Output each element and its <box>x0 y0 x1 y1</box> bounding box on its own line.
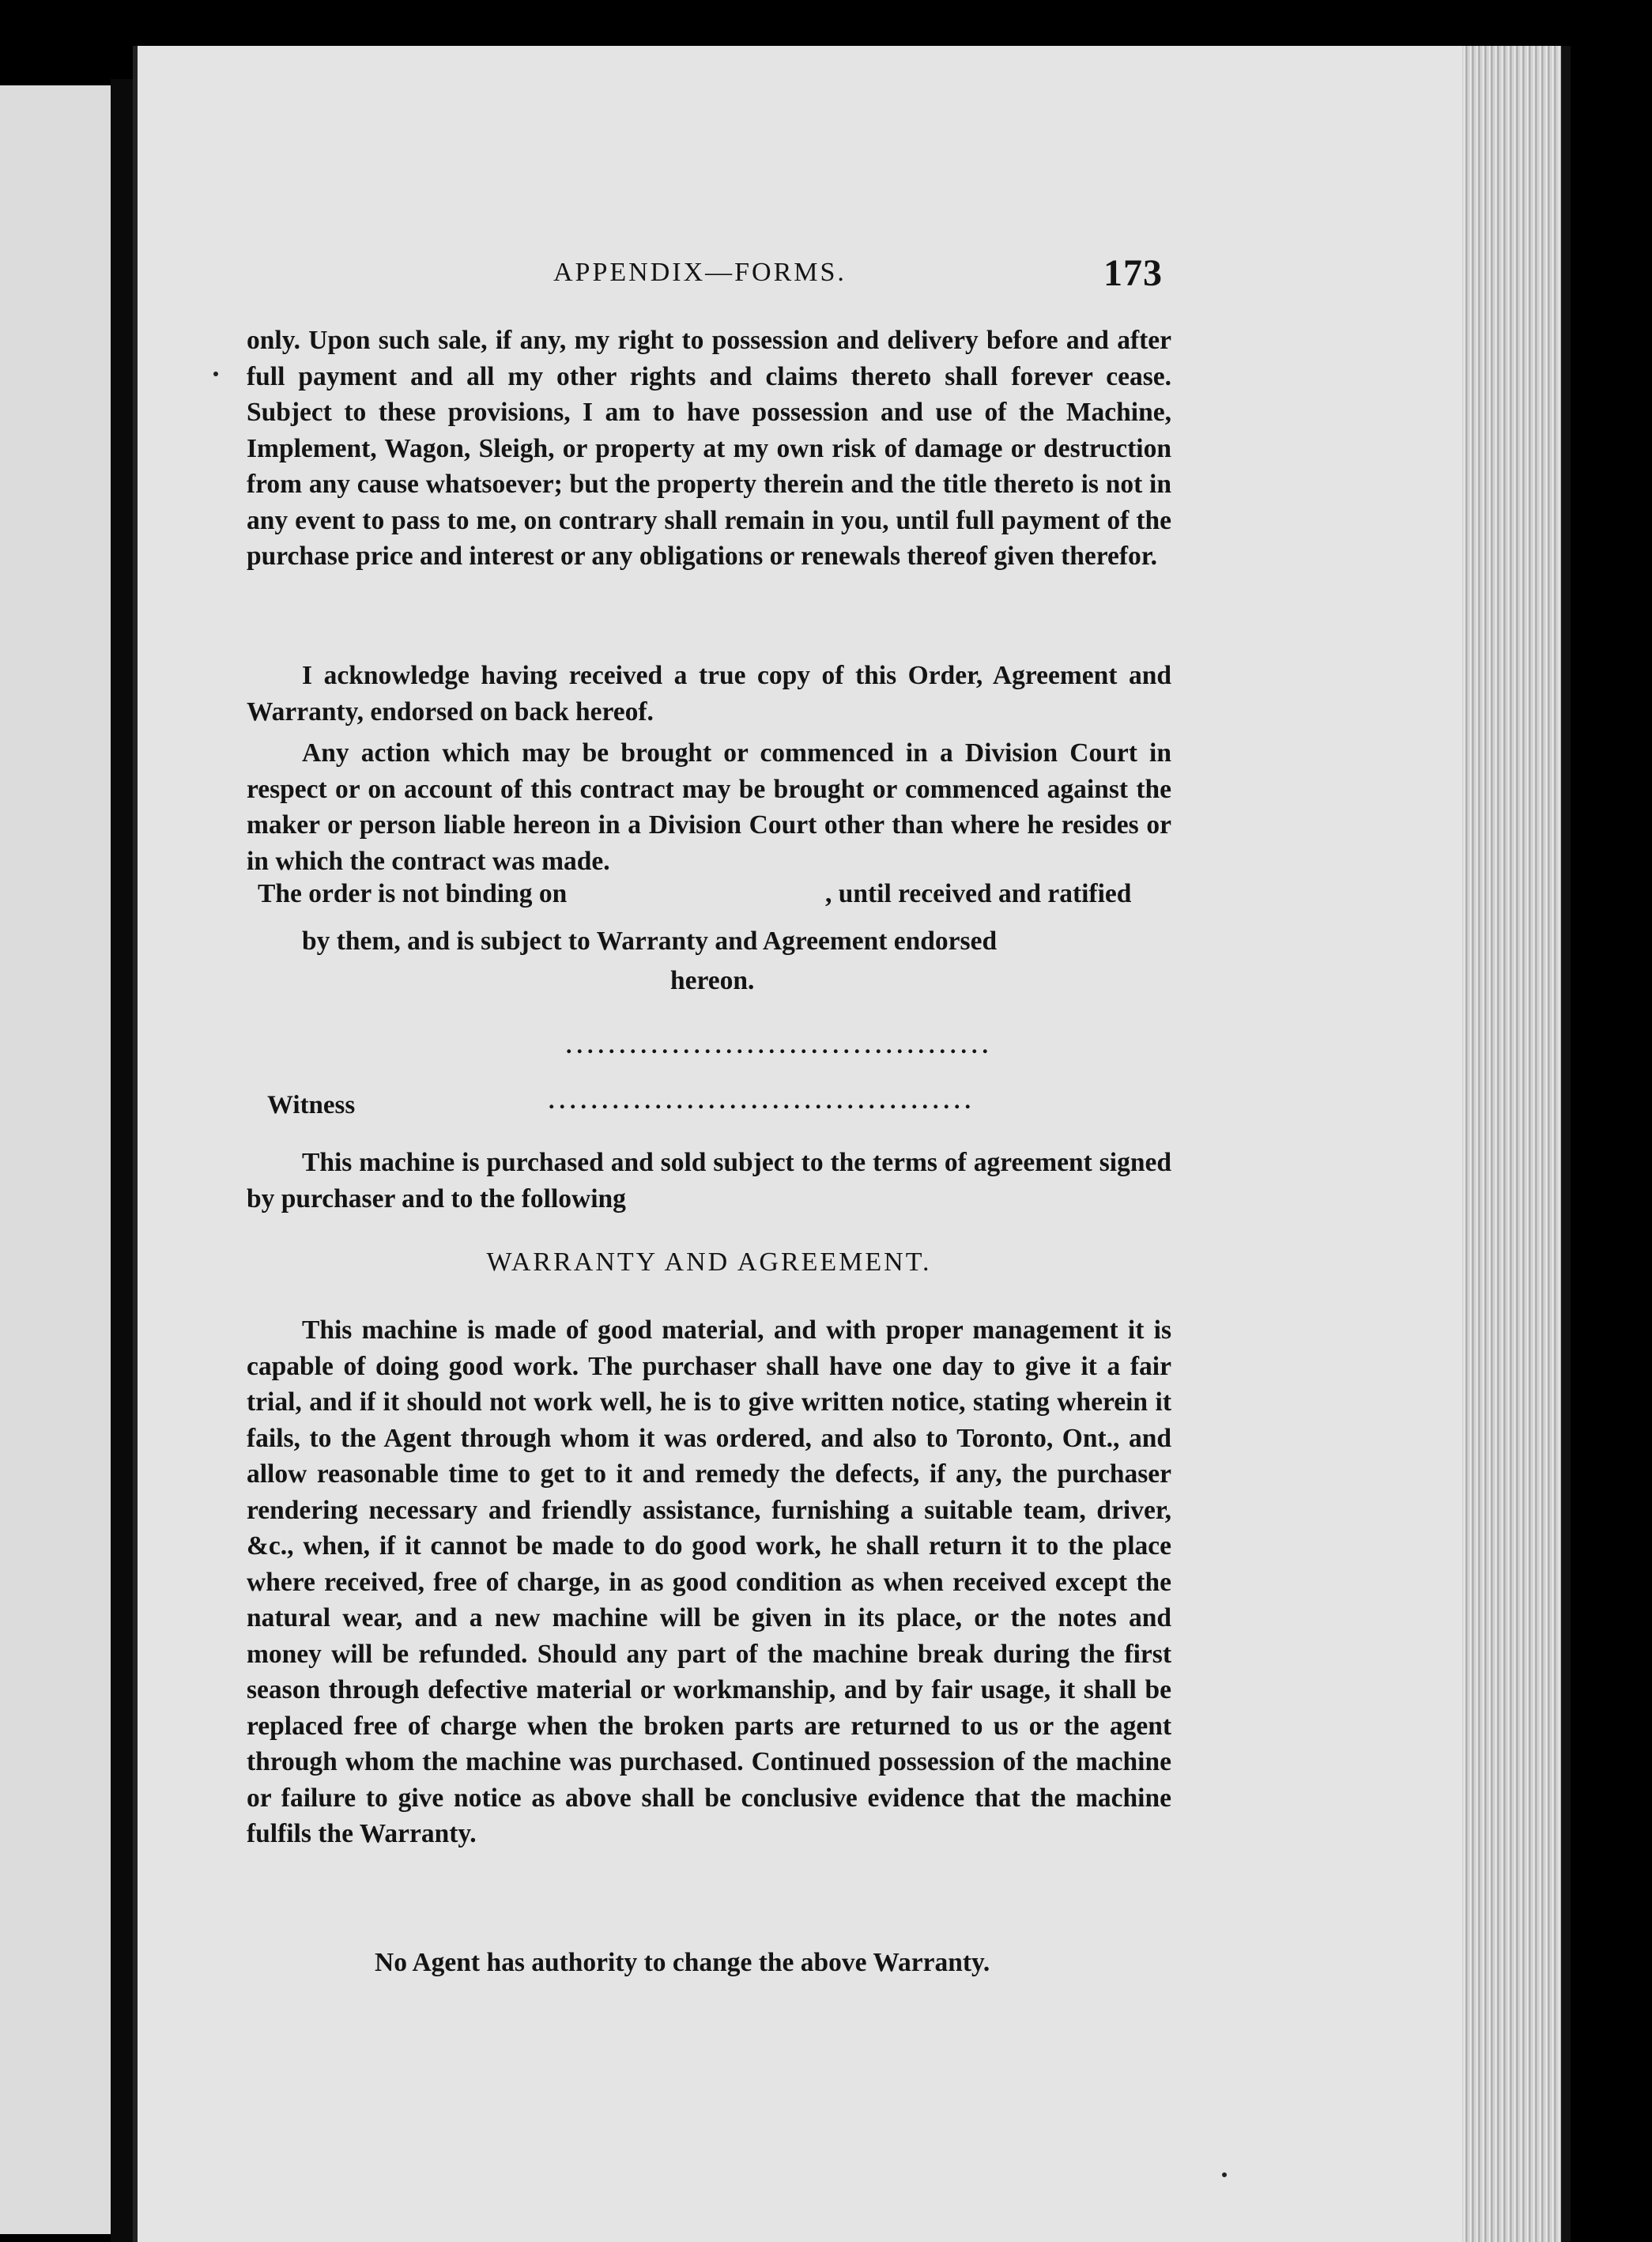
page-stack-shadow <box>1561 46 1571 2242</box>
facing-page-edge <box>0 85 119 2234</box>
binding-clause-end: , until received and ratified <box>825 879 1132 908</box>
paragraph-sale-terms: only. Upon such sale, if any, my right to possession and delivery before and after full payment and all my other rights and claims thereto shall forever cease. Subject to these provisions, I am to have possession and use of the Machine, Implement, Wagon, Sleigh, or property at my own risk of damage or destruction from any cause whatsoever; but the property therein and the title thereto is not in any event to pass to me, on contrary shall remain in you, until full payment of the purchase price and interest or any obligations or renewals thereof given therefor. <box>247 326 1171 571</box>
paragraph-purchase-terms: This machine is purchased and sold subject to the terms of agreement signed by purchaser and to the following <box>247 1148 1171 1213</box>
signature-line: ........................................ <box>566 1032 993 1059</box>
ink-speck <box>1222 2172 1227 2177</box>
binding-clause-start: The order is not binding on <box>258 879 568 908</box>
page-stack-edge <box>1462 46 1565 2242</box>
agent-authority-note: No Agent has authority to change the above Warranty. <box>375 1948 990 1977</box>
page-number: 173 <box>1103 252 1163 294</box>
warranty-heading: WARRANTY AND AGREEMENT. <box>486 1247 932 1277</box>
ink-speck <box>213 372 218 376</box>
witness-label: Witness <box>267 1091 356 1119</box>
paragraph-warranty: This machine is made of good material, and with proper management it is capable of doing good work. The purchaser shall have one day to give it a fair trial, and if it should not work well, he is to give written notice, stating wherein it fails, to the Agent through whom it was ordered, and also to Toronto, Ont., and allow reasonable time to get to it and remedy the defects, if any, the purchaser rendering necessary and friendly assistance, furnishing a suitable team, driver, &c., when, if it cannot be made to do good work, he shall return it to the place where received, free of charge, in as good condition as when received except the natural wear, and a new machine will be given in its place, or the notes and money will be refunded. Should any part of the machine break during the first season through defective material or workmanship, and by fair usage, it shall be replaced free of charge when the broken parts are returned to us or the agent through whom the machine was purchased. Continued possession of the machine or failure to give notice as above shall be conclusive evidence that the machine fulfils the Warranty. <box>247 1315 1171 1848</box>
gutter-shadow <box>111 79 134 2242</box>
header-title: APPENDIX—FORMS. <box>553 258 847 287</box>
binding-clause-hereon: hereon. <box>670 966 755 995</box>
witness-signature-line: ........................................ <box>549 1088 975 1114</box>
paragraph-acknowledgement: I acknowledge having received a true copy of this Order, Agreement and Warranty, endorsed on back hereof. <box>247 661 1171 727</box>
paragraph-division-court: Any action which may be brought or commenced in a Division Court in respect or on account of this contract may be brought or commenced against the maker or person liable hereon in a Division Court other than where he resides or in which the contract was made. <box>247 738 1171 876</box>
binding-clause-continued: by them, and is subject to Warranty and Agreement endorsed <box>302 927 998 956</box>
